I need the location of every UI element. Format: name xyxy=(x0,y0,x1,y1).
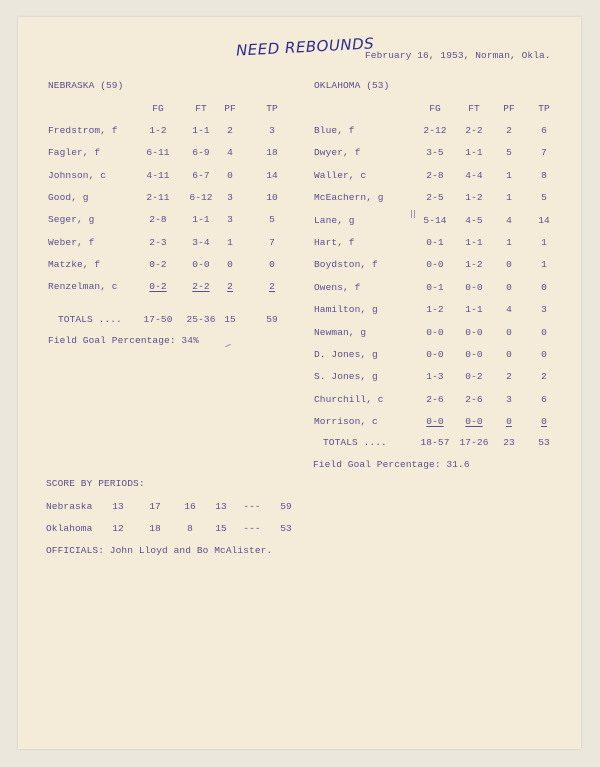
player-ft: 0-0 xyxy=(465,416,483,428)
player-fg: 2-11 xyxy=(146,191,170,203)
player-fg: 0-2 xyxy=(149,258,167,270)
totals-pf: 15 xyxy=(224,314,236,325)
period-total: 59 xyxy=(280,501,292,512)
col-ft: FT xyxy=(195,103,207,114)
oklahoma-heading: OKLAHOMA (53) xyxy=(314,80,390,91)
player-fg: 0-0 xyxy=(426,326,444,338)
period-team: Nebraska xyxy=(46,501,93,512)
totals-label: TOTALS .... xyxy=(323,437,387,448)
player-tp: 0 xyxy=(541,416,547,428)
player-name: Fredstrom, f xyxy=(48,125,118,136)
player-tp: 6 xyxy=(541,393,547,405)
player-name: Newman, g xyxy=(314,326,367,338)
player-pf: 4 xyxy=(506,304,512,316)
totals-fg: 17-50 xyxy=(143,314,173,325)
player-name: Boydston, f xyxy=(314,259,378,271)
player-fg: 2-12 xyxy=(423,125,447,136)
period-p3: 16 xyxy=(184,501,196,512)
player-ft: 0-0 xyxy=(465,281,483,293)
player-name: Lane, g xyxy=(314,214,355,226)
period-total: 53 xyxy=(280,523,292,534)
totals-ft: 17-26 xyxy=(459,437,489,448)
player-tp: 8 xyxy=(541,169,547,181)
player-pf: 2 xyxy=(506,125,512,136)
nebraska-fg-percentage: Field Goal Percentage: 34% xyxy=(48,335,199,346)
player-name: Waller, c xyxy=(314,169,367,181)
player-tp: 1 xyxy=(541,237,547,248)
player-pf: 1 xyxy=(506,169,512,181)
player-fg: 3-5 xyxy=(426,147,444,159)
col-pf: PF xyxy=(224,103,236,114)
player-tp: 3 xyxy=(269,125,275,136)
box-score-sheet xyxy=(18,17,581,749)
player-pf: 3 xyxy=(227,191,233,203)
player-tp: 0 xyxy=(541,349,547,360)
dateline: February 16, 1953, Norman, Okla. xyxy=(365,50,551,61)
player-tp: 7 xyxy=(269,236,275,248)
player-fg: 1-3 xyxy=(426,371,444,383)
player-ft: 2-2 xyxy=(192,281,210,293)
player-ft: 0-2 xyxy=(465,371,483,383)
player-fg: 2-8 xyxy=(149,214,167,226)
player-name: Blue, f xyxy=(314,125,355,136)
player-pf: 1 xyxy=(506,237,512,248)
player-fg: 2-3 xyxy=(149,236,167,248)
col-ft: FT xyxy=(468,103,480,114)
period-p4: 15 xyxy=(215,523,227,534)
player-tp: 2 xyxy=(541,371,547,383)
player-pf: 0 xyxy=(506,281,512,293)
player-pf: 0 xyxy=(227,258,233,270)
player-fg: 0-1 xyxy=(426,281,444,293)
player-tp: 0 xyxy=(541,281,547,293)
player-fg: 4-11 xyxy=(146,169,170,181)
officials-line: OFFICIALS: John Lloyd and Bo McAlister. xyxy=(46,545,273,556)
player-name: Morrison, c xyxy=(314,416,378,428)
player-fg: 5-14 xyxy=(423,214,447,226)
player-fg: 0-2 xyxy=(149,281,167,293)
player-tp: 0 xyxy=(269,258,275,270)
player-pf: 1 xyxy=(506,192,512,204)
period-p2: 17 xyxy=(149,501,161,512)
player-ft: 1-1 xyxy=(465,237,483,248)
totals-ft: 25-36 xyxy=(186,314,216,325)
player-tp: 14 xyxy=(538,214,550,226)
player-pf: 4 xyxy=(227,147,233,159)
player-ft: 0-0 xyxy=(465,326,483,338)
period-p4: 13 xyxy=(215,501,227,512)
player-name: Seger, g xyxy=(48,214,95,226)
player-fg: 6-11 xyxy=(146,147,170,159)
player-name: Good, g xyxy=(48,191,89,203)
player-tp: 3 xyxy=(541,304,547,316)
player-ft: 2-6 xyxy=(465,393,483,405)
player-tp: 18 xyxy=(266,147,278,159)
col-fg: FG xyxy=(152,103,164,114)
player-tp: 5 xyxy=(541,192,547,204)
handwritten-note: NEED REBOUNDS xyxy=(235,34,375,60)
player-name: Matzke, f xyxy=(48,258,101,270)
player-name: Johnson, c xyxy=(48,169,107,181)
player-tp: 5 xyxy=(269,214,275,226)
totals-fg: 18-57 xyxy=(420,437,450,448)
col-tp: TP xyxy=(266,103,278,114)
player-fg: 0-0 xyxy=(426,349,444,360)
player-ft: 2-2 xyxy=(465,125,483,136)
player-fg: 0-0 xyxy=(426,416,444,428)
player-pf: 0 xyxy=(506,326,512,338)
player-tp: 6 xyxy=(541,125,547,136)
player-ft: 1-2 xyxy=(465,192,483,204)
player-pf: 4 xyxy=(506,214,512,226)
col-pf: PF xyxy=(503,103,515,114)
player-tp: 14 xyxy=(266,169,278,181)
player-ft: 6-12 xyxy=(189,191,213,203)
player-ft: 6-9 xyxy=(192,147,210,159)
period-p1: 13 xyxy=(112,501,124,512)
totals-tp: 59 xyxy=(266,314,278,325)
totals-pf: 23 xyxy=(503,437,515,448)
player-fg: 1-2 xyxy=(149,125,167,136)
player-ft: 4-4 xyxy=(465,169,483,181)
player-name: Renzelman, c xyxy=(48,281,118,293)
player-pf: 1 xyxy=(227,236,233,248)
player-ft: 0-0 xyxy=(192,258,210,270)
totals-label: TOTALS .... xyxy=(58,314,122,325)
col-tp: TP xyxy=(538,103,550,114)
player-pf: 2 xyxy=(506,371,512,383)
score-by-periods-heading: SCORE BY PERIODS: xyxy=(46,478,145,489)
player-fg: 2-6 xyxy=(426,393,444,405)
player-pf: 2 xyxy=(227,125,233,136)
player-fg: 1-2 xyxy=(426,304,444,316)
player-name: S. Jones, g xyxy=(314,371,378,383)
player-name: Hart, f xyxy=(314,237,355,248)
player-ft: 1-1 xyxy=(465,147,483,159)
period-p1: 12 xyxy=(112,523,124,534)
player-name: Owens, f xyxy=(314,281,361,293)
player-tp: 7 xyxy=(541,147,547,159)
period-sep: --- xyxy=(243,501,261,512)
player-name: McEachern, g xyxy=(314,192,384,204)
player-ft: 1-1 xyxy=(192,125,210,136)
player-pf: 3 xyxy=(506,393,512,405)
player-pf: 0 xyxy=(506,349,512,360)
player-name: Dwyer, f xyxy=(314,147,361,159)
player-name: Churchill, c xyxy=(314,393,384,405)
period-sep: --- xyxy=(243,523,261,534)
player-pf: 0 xyxy=(227,169,233,181)
player-fg: 0-0 xyxy=(426,259,444,271)
period-p2: 18 xyxy=(149,523,161,534)
player-fg: 2-8 xyxy=(426,169,444,181)
player-name: Fagler, f xyxy=(48,147,101,159)
player-tp: 10 xyxy=(266,191,278,203)
player-pf: 0 xyxy=(506,259,512,271)
player-name: Hamilton, g xyxy=(314,304,378,316)
player-tp: 2 xyxy=(269,281,275,293)
pen-mark xyxy=(225,344,231,347)
player-tp: 0 xyxy=(541,326,547,338)
period-p3: 8 xyxy=(187,523,193,534)
player-pf: 0 xyxy=(506,416,512,428)
player-name: D. Jones, g xyxy=(314,349,378,360)
player-ft: 1-2 xyxy=(465,259,483,271)
oklahoma-fg-percentage: Field Goal Percentage: 31.6 xyxy=(313,459,470,470)
player-ft: 1-1 xyxy=(192,214,210,226)
player-fg: 0-1 xyxy=(426,237,444,248)
player-tp: 1 xyxy=(541,259,547,271)
player-pf: 2 xyxy=(227,281,233,293)
col-fg: FG xyxy=(429,103,441,114)
player-pf: 3 xyxy=(227,214,233,226)
period-team: Oklahoma xyxy=(46,523,93,534)
player-ft: 4-5 xyxy=(465,214,483,226)
player-fg: 2-5 xyxy=(426,192,444,204)
player-ft: 6-7 xyxy=(192,169,210,181)
player-ft: 1-1 xyxy=(465,304,483,316)
nebraska-heading: NEBRASKA (59) xyxy=(48,80,124,91)
player-ft: 0-0 xyxy=(465,349,483,360)
totals-tp: 53 xyxy=(538,437,550,448)
player-pf: 5 xyxy=(506,147,512,159)
player-ft: 3-4 xyxy=(192,236,210,248)
player-name: Weber, f xyxy=(48,236,95,248)
